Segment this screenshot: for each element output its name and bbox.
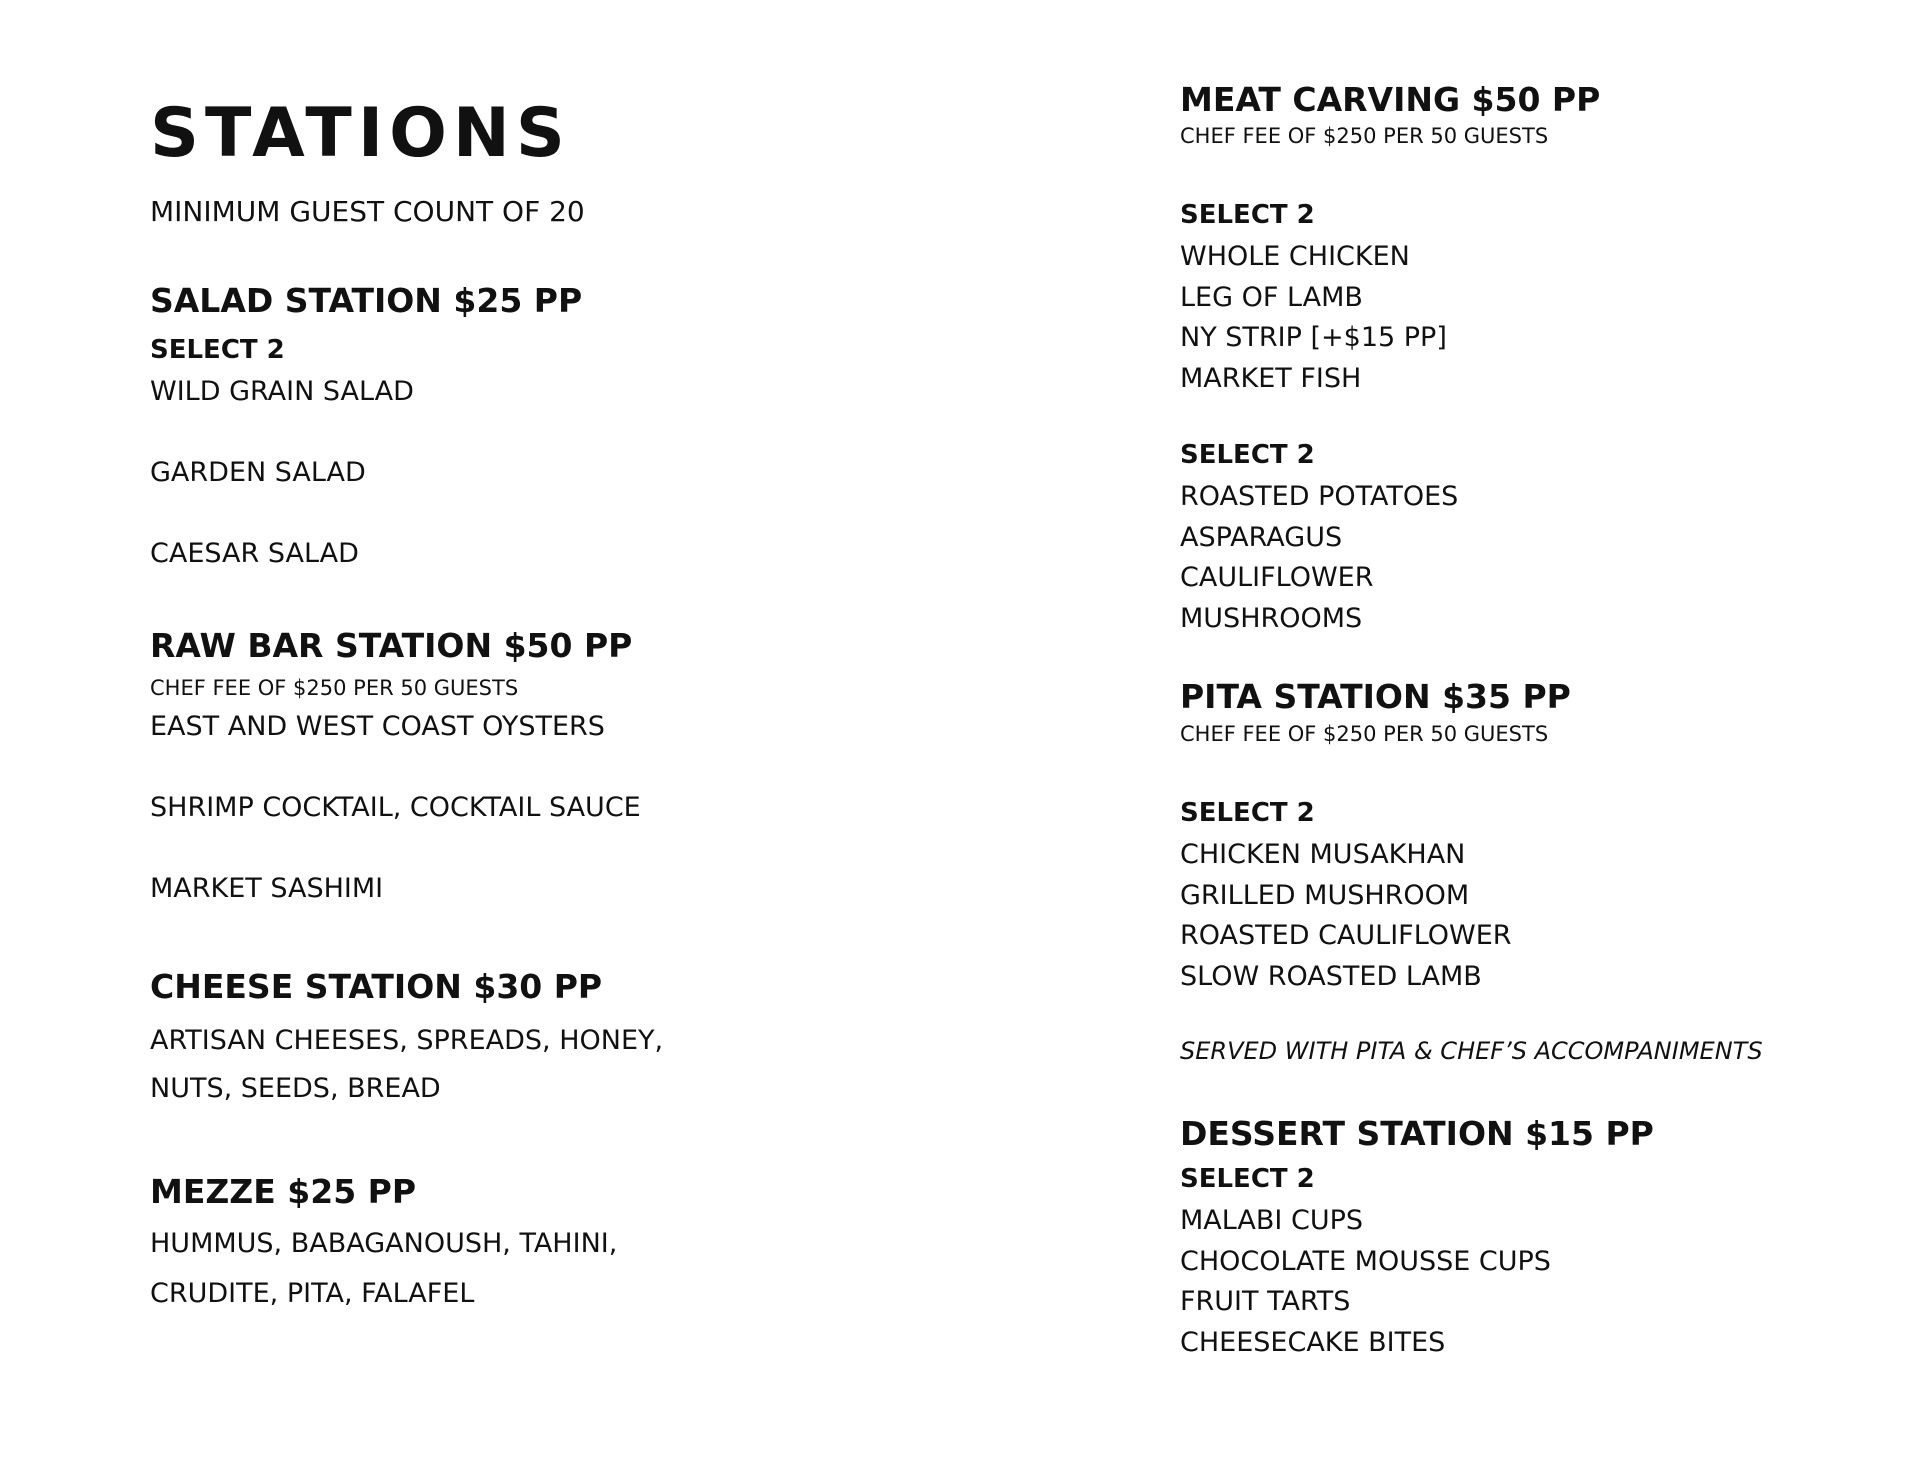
list-item: MUSHROOMS: [1180, 603, 1363, 634]
raw-bar-chef-fee: CHEF FEE OF $250 PER 50 GUESTS: [150, 676, 519, 700]
meat-carving-heading: MEAT CARVING $50 PP: [1180, 80, 1601, 119]
cheese-description-line: ARTISAN CHEESES, SPREADS, HONEY,: [150, 1025, 664, 1056]
dessert-station-heading: DESSERT STATION $15 PP: [1180, 1114, 1654, 1153]
raw-bar-station-heading: RAW BAR STATION $50 PP: [150, 626, 633, 665]
pita-select-label: SELECT 2: [1180, 798, 1315, 828]
mezze-description-line: CRUDITE, PITA, FALAFEL: [150, 1278, 475, 1309]
list-item: FRUIT TARTS: [1180, 1286, 1351, 1317]
list-item: MARKET SASHIMI: [150, 873, 384, 904]
salad-station-heading: SALAD STATION $25 PP: [150, 281, 583, 320]
list-item: CAESAR SALAD: [150, 538, 359, 569]
cheese-description-line: NUTS, SEEDS, BREAD: [150, 1073, 441, 1104]
meat-sides-select-label: SELECT 2: [1180, 440, 1315, 470]
list-item: MALABI CUPS: [1180, 1205, 1364, 1236]
list-item: MARKET FISH: [1180, 363, 1362, 394]
dessert-select-label: SELECT 2: [1180, 1164, 1315, 1194]
list-item: EAST AND WEST COAST OYSTERS: [150, 711, 605, 742]
pita-station-heading: PITA STATION $35 PP: [1180, 677, 1571, 716]
list-item: CHEESECAKE BITES: [1180, 1327, 1446, 1358]
list-item: CHICKEN MUSAKHAN: [1180, 839, 1466, 870]
meat-select-label: SELECT 2: [1180, 200, 1315, 230]
list-item: SLOW ROASTED LAMB: [1180, 961, 1482, 992]
list-item: GRILLED MUSHROOM: [1180, 880, 1470, 911]
list-item: LEG OF LAMB: [1180, 282, 1363, 313]
list-item: WHOLE CHICKEN: [1180, 241, 1410, 272]
pita-served-with-note: SERVED WITH PITA & CHEF’S ACCOMPANIMENTS: [1180, 1037, 1763, 1065]
list-item: ROASTED POTATOES: [1180, 481, 1459, 512]
list-item: NY STRIP [+$15 PP]: [1180, 322, 1447, 353]
cheese-station-heading: CHEESE STATION $30 PP: [150, 967, 603, 1006]
pita-chef-fee: CHEF FEE OF $250 PER 50 GUESTS: [1180, 722, 1549, 746]
list-item: WILD GRAIN SALAD: [150, 376, 414, 407]
meat-carving-chef-fee: CHEF FEE OF $250 PER 50 GUESTS: [1180, 124, 1549, 148]
salad-select-label: SELECT 2: [150, 335, 285, 365]
list-item: GARDEN SALAD: [150, 457, 366, 488]
mezze-description-line: HUMMUS, BABAGANOUSH, TAHINI,: [150, 1228, 618, 1259]
list-item: ROASTED CAULIFLOWER: [1180, 920, 1512, 951]
list-item: CHOCOLATE MOUSSE CUPS: [1180, 1246, 1551, 1277]
list-item: CAULIFLOWER: [1180, 562, 1374, 593]
mezze-heading: MEZZE $25 PP: [150, 1172, 417, 1211]
minimum-guest-count: MINIMUM GUEST COUNT OF 20: [150, 195, 585, 228]
list-item: ASPARAGUS: [1180, 522, 1343, 553]
list-item: SHRIMP COCKTAIL, COCKTAIL SAUCE: [150, 792, 641, 823]
page-title: STATIONS: [150, 94, 571, 173]
